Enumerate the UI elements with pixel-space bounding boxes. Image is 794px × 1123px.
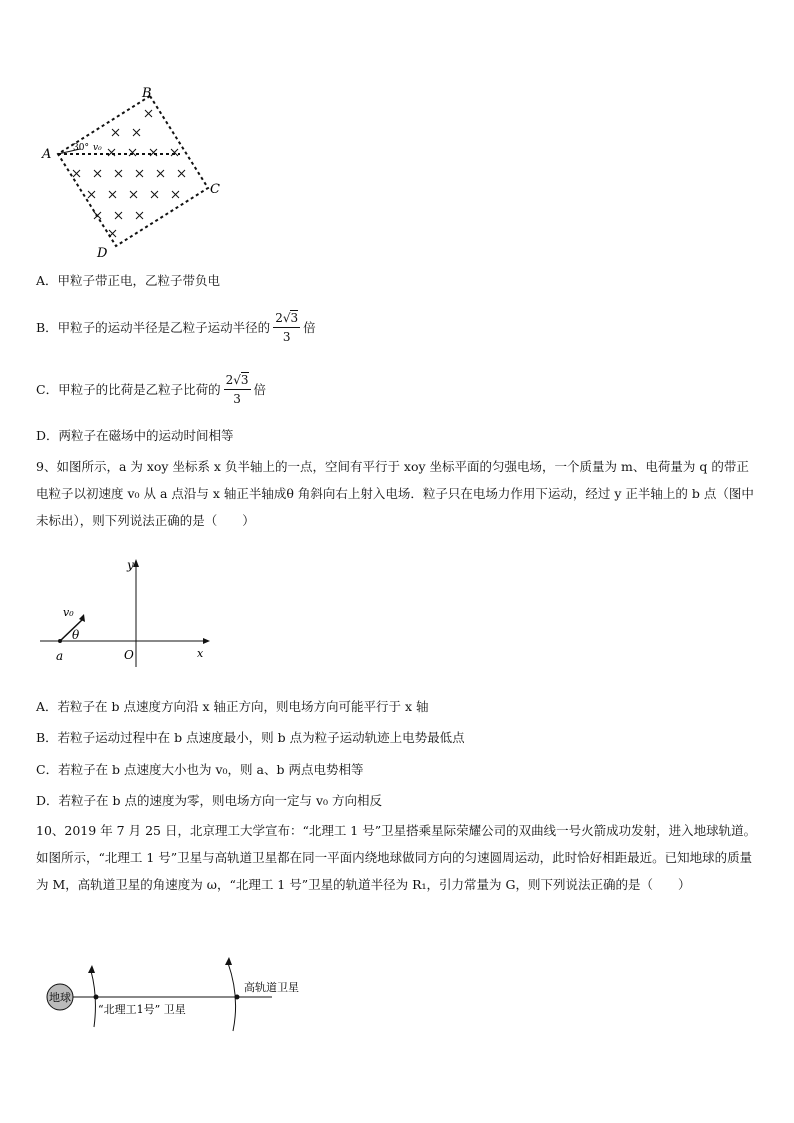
satellite-figure — [40, 955, 340, 1035]
label-sat1: “北理工1号” 卫星 — [98, 1003, 186, 1016]
q8-option-c: C．甲粒子的比荷是乙粒子比荷的 $\frac{2√3}{3}$ 倍 — [36, 372, 267, 406]
q9-option-b: B．若粒子运动过程中在 b 点速度最小，则 b 点为粒子运动轨迹上电势最低点 — [36, 730, 465, 745]
label-earth: 地球 — [49, 991, 71, 1004]
velocity-label: v₀ — [93, 143, 102, 153]
q9-option-c: C．若粒子在 b 点速度大小也为 v₀，则 a、b 两点电势相等 — [36, 762, 364, 777]
label-O: O — [124, 648, 134, 662]
label-y: y — [127, 558, 134, 572]
q10-stem: 10、2019 年 7 月 25 日，北京理工大学宣布：“北理工 1 号”卫星搭乘星际荣耀公司的双曲线一号火箭成功发射，进入地球轨道。如图所示，“北理工 1 号”卫星与高轨道卫星都在同一平面内绕地球做同方向的匀速圆周运动，此时恰好相距最近。已知地球的质量为 M，高轨道卫星的角速度为 ω，“北理工 1 号”卫星的轨道半径为 R₁，引力常量为 G，则下列说法正确的是（ ） — [36, 823, 757, 892]
q9-option-a: A．若粒子在 b 点速度方向沿 x 轴正方向，则电场方向可能平行于 x 轴 — [36, 699, 429, 714]
point-a — [58, 639, 62, 643]
q8-option-d: D．两粒子在磁场中的运动时间相等 — [36, 428, 234, 443]
field-boundary — [58, 96, 208, 246]
label-sat2: 高轨道卫星 — [244, 981, 299, 994]
sat2-dot — [235, 995, 240, 1000]
magnetic-field-figure — [30, 80, 230, 260]
angle-label: 30° — [73, 143, 89, 153]
label-B: B — [142, 86, 152, 101]
q8-option-b: B．甲粒子的运动半径是乙粒子运动半径的 $\frac{2√3}{3}$ 倍 — [36, 310, 316, 344]
label-C: C — [210, 182, 220, 197]
q9-stem: 9、如图所示，a 为 xoy 坐标系 x 负半轴上的一点，空间有平行于 xoy 坐标平面的匀强电场，一个质量为 m、电荷量为 q 的带正电粒子以初速度 v₀ 从 a 点沿与 x 轴正半轴成θ 角斜向右上射入电场．粒子只在电场力作用下运动，经过 y 正半轴上的 b 点（图中未标出），则下列说法正确的是（ ） — [36, 459, 754, 528]
label-a: a — [56, 649, 64, 663]
fraction-2sqrt3-over-3: $\frac{2√3}{3}$ — [225, 372, 249, 406]
label-theta: θ — [72, 628, 80, 642]
q9-option-d: D．若粒子在 b 点的速度为零，则电场方向一定与 v₀ 方向相反 — [36, 793, 382, 808]
label-x: x — [197, 647, 204, 660]
sat1-dot — [94, 995, 99, 1000]
q8-option-a: A．甲粒子带正电，乙粒子带负电 — [36, 273, 221, 288]
fraction-2sqrt3-over-3: $\frac{2√3}{3}$ — [275, 310, 299, 344]
label-A: A — [42, 147, 52, 162]
label-v0: v₀ — [63, 606, 74, 619]
coordinate-figure — [35, 555, 215, 680]
label-D: D — [97, 246, 108, 260]
field-crosses — [73, 110, 185, 237]
